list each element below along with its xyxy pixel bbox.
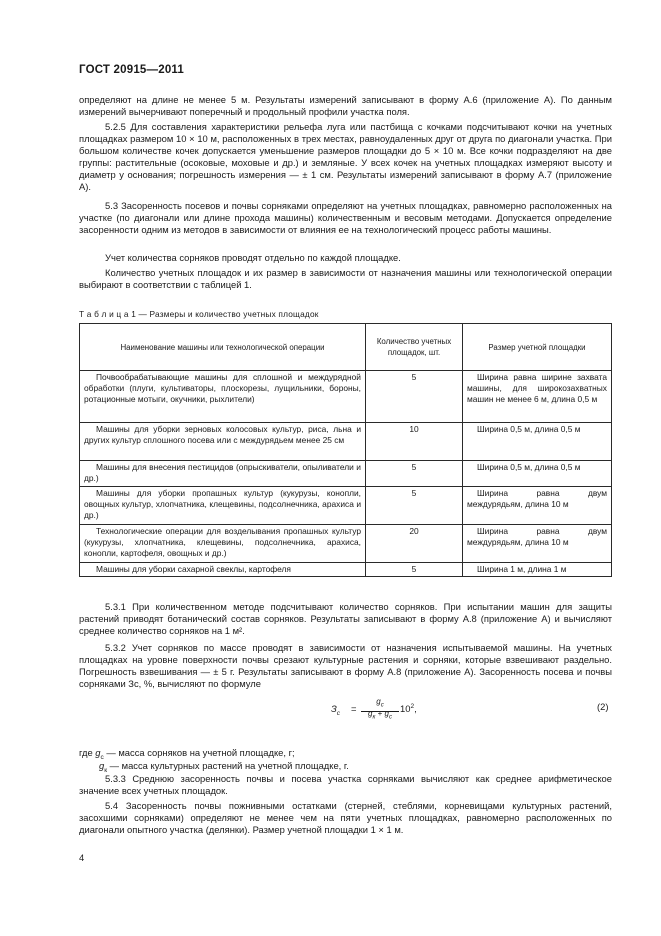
table-header-row: [80, 324, 612, 371]
table-row: [80, 371, 612, 423]
header-count: Количество учетных площадок, шт.: [366, 324, 463, 371]
header-machine: Наименование машины или технологической операции: [80, 324, 366, 371]
cell-count: 5: [366, 487, 463, 525]
table-row: [80, 423, 612, 461]
table-caption: Т а б л и ц а 1 — Размеры и количество учетных площадок: [79, 309, 319, 319]
table-plots: [79, 323, 612, 577]
cell-size: Ширина равна двум междурядьям, длина 10 м: [463, 525, 612, 563]
standard-header: ГОСТ 20915—2011: [79, 64, 184, 76]
page-number: 4: [79, 852, 85, 863]
table-row: [80, 563, 612, 577]
cell-machine: Машины для уборки пропашных культур (кукурузы, конопли, овощных культур, хлопчатника, клещевины, подсолнечника, арахиса и др.): [80, 487, 366, 525]
formula-equals: =: [351, 703, 357, 714]
cell-machine: Почвообрабатывающие машины для сплошной и междурядной обработки (плуги, культиваторы, плоскорезы, лущильники, бороны, ротационные мотыги, окучники, рыхлители): [80, 371, 366, 423]
cell-size: Ширина 0,5 м, длина 0,5 м: [463, 461, 612, 487]
formula-denominator: $g_к + g_с$: [368, 709, 392, 721]
formula-numerator: $g_с$: [361, 697, 399, 712]
cell-machine: Машины для уборки зерновых колосовых культур, риса, льна и других культур сплошного посева или с междурядьем менее 25 см: [80, 423, 366, 461]
where-gc: где $g_с$ — масса сорняков на учетной площадке, г;: [79, 747, 295, 761]
where-gk: $g_к$ — масса культурных растений на учетной площадке, г.: [99, 760, 349, 774]
formula-factor: $10^2$,: [400, 703, 417, 715]
paragraph-weed-count: Учет количества сорняков проводят отдельно по каждой площадке.: [105, 252, 401, 263]
cell-count: 5: [366, 461, 463, 487]
cell-count: 5: [366, 371, 463, 423]
paragraph-continuation: определяют на длине не менее 5 м. Результаты измерений записывают в форму А.6 (приложение А). По данным измерений вычерчивают поперечный и продольный профили участка поля.: [79, 94, 612, 117]
formula-lhs: $З_с$: [331, 703, 341, 717]
paragraph-5-2-5: 5.2.5 Для составления характеристики рельефа луга или пастбища с кочками подсчитывают кочки на учетных площадках размером 10 × 10 м, расположенных в трех местах, равноудаленных друг от друга по диагонали участка. При большом количестве кочек допускается уменьшение размеров площадки до 5 × 10 м. Все кочки подразделяют на две группы: растительные (осоковые, моховые и др.) и земляные. У всех кочек на учетных площадках измеряют высоту и диаметр у основания; погрешность измерения — ± 1 см. Результаты измерений записывают в форму А.7 (приложение А).: [79, 121, 612, 192]
cell-machine: Машины для внесения пестицидов (опрыскиватели, опыливатели и др.): [80, 461, 366, 487]
paragraph-5-3-2: 5.3.2 Учет сорняков по массе проводят в зависимости от назначения испытываемой машины. На учетных площадках на уровне поверхности почвы срезают культурные растения и сорняки, которые взвешивают раздельно. Погрешность взвешивания — ± 5 г. Результаты записывают в форму А.8 (приложение А). Засоренность посева и почвы сорняками Зс, %, вычисляют по формуле: [79, 642, 612, 689]
paragraph-5-3: 5.3 Засоренность посевов и почвы сорняками определяют на учетных площадках, равномерно расположенных на участке (по диагонали или длине прохода машины) количественным и весовым методами. Допускается определение засоренности одним из методов в зависимости от влияния ее на технологический процесс работы машины.: [79, 200, 612, 235]
formula-weediness: [331, 697, 451, 727]
paragraph-5-3-3: 5.3.3 Среднюю засоренность почвы и посева участка сорняками вычисляют как среднее арифметическое значение всех учетных площадок.: [79, 773, 612, 796]
cell-size: Ширина 0,5 м, длина 0,5 м: [463, 423, 612, 461]
header-size: Размер учетной площадки: [463, 324, 612, 371]
formula-number: (2): [597, 701, 609, 712]
paragraph-5-3-1: 5.3.1 При количественном методе подсчитывают количество сорняков. При испытании машин для защиты растений приводят ботанический состав сорняков. Результаты записывают в форму А.8 (приложение А) и вычисляют среднее количество сорняков на 1 м².: [79, 601, 612, 636]
cell-machine: Технологические операции для возделывания пропашных культур (кукурузы, хлопчатника, клещевины, подсолнечника, арахиса, конопли, картофеля, овощных и др.): [80, 525, 366, 563]
cell-size: Ширина равна ширине захвата машины, для широкозахватных машин не менее 6 м, длина 0,5 м: [463, 371, 612, 423]
cell-count: 20: [366, 525, 463, 563]
cell-count: 5: [366, 563, 463, 577]
table-row: [80, 525, 612, 563]
cell-size: Ширина равна двум междурядьям, длина 10 м: [463, 487, 612, 525]
cell-size: Ширина 1 м, длина 1 м: [463, 563, 612, 577]
table-row: [80, 461, 612, 487]
cell-machine: Машины для уборки сахарной свеклы, картофеля: [80, 563, 366, 577]
cell-count: 10: [366, 423, 463, 461]
table-row: [80, 487, 612, 525]
paragraph-5-4: 5.4 Засоренность почвы пожнивными остатками (стерней, стеблями, корневищами культурных растений, засохшими сорняками) определяют не менее чем на пяти учетных площадках, равномерно расположенных по диагонали опытного участка (делянки). Размер учетной площадки 1 × 1 м.: [79, 800, 612, 835]
paragraph-plot-count: Количество учетных площадок и их размер в зависимости от назначения машины или технологической операции выбирают в соответствии с таблицей 1.: [79, 267, 612, 290]
